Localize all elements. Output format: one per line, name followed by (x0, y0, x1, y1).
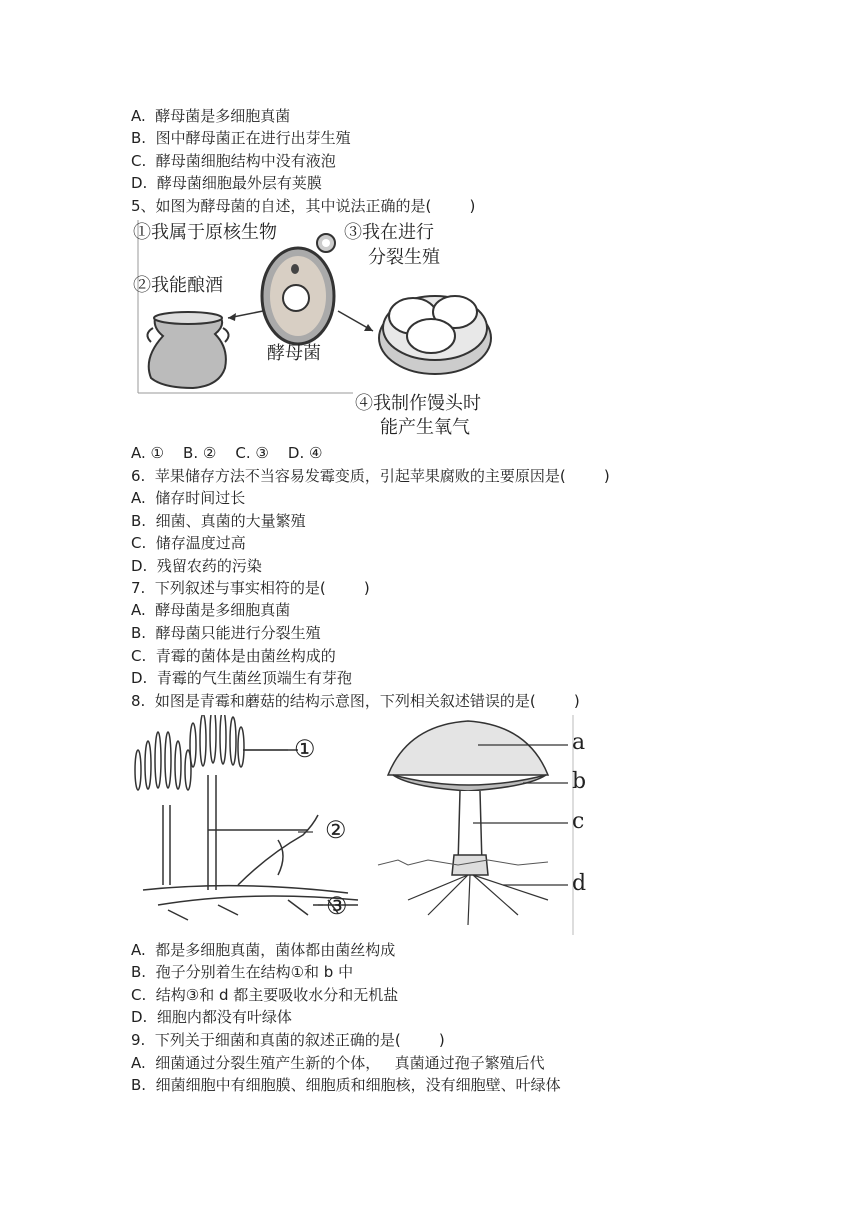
q9-stem: 9. 下列关于细菌和真菌的叙述正确的是( ) (131, 1031, 445, 1049)
wine-jar-icon (147, 312, 228, 388)
q7-option-b: B. 酵母菌只能进行分裂生殖 (131, 624, 321, 642)
yeast-cell-icon (262, 234, 335, 344)
q4-option-a: A. 酵母菌是多细胞真菌 (131, 107, 291, 125)
mushroom-label-c: c (572, 809, 585, 834)
q7-stem: 7. 下列叙述与事实相符的是( ) (131, 579, 370, 597)
q8-option-d: D. 细胞内都没有叶绿体 (131, 1008, 292, 1026)
q8-stem: 8. 如图是青霉和蘑菇的结构示意图，下列相关叙述错误的是( ) (131, 692, 580, 710)
q6-option-b: B. 细菌、真菌的大量繁殖 (131, 512, 306, 530)
q7-option-c: C. 青霉的菌体是由菌丝构成的 (131, 647, 336, 665)
mushroom-label-a: a (572, 730, 586, 755)
q5-options: A. ① B. ② C. ③ D. ④ (131, 444, 323, 462)
q6-option-a: A. 储存时间过长 (131, 489, 246, 507)
q6-option-d: D. 残留农药的污染 (131, 557, 262, 575)
q4-option-b: B. 图中酵母菌正在进行出芽生殖 (131, 129, 351, 147)
steamer-buns-icon (379, 296, 491, 374)
q7-option-a: A. 酵母菌是多细胞真菌 (131, 601, 291, 619)
yeast-figure (133, 218, 503, 438)
q4-option-c: C. 酵母菌细胞结构中没有液泡 (131, 152, 336, 170)
yeast-label-3-line1: ③我在进行 (344, 222, 434, 243)
q5-stem: 5、如图为酵母菌的自述，其中说法正确的是( ) (131, 197, 476, 215)
mushroom-label-b: b (572, 769, 587, 794)
q9-option-b: B. 细菌细胞中有细胞膜、细胞质和细胞核，没有细胞壁、叶绿体 (131, 1076, 561, 1094)
yeast-label-4-line2: 能产生氧气 (380, 417, 470, 438)
yeast-label-4-line1: ④我制作馒头时 (355, 393, 481, 414)
q7-option-d: D. 青霉的气生菌丝顶端生有芽孢 (131, 669, 352, 687)
q4-option-d: D. 酵母菌细胞最外层有荚膜 (131, 174, 322, 192)
penicillium-label-3: ③ (326, 892, 348, 920)
yeast-label-center: 酵母菌 (267, 343, 321, 364)
q6-option-c: C. 储存温度过高 (131, 534, 246, 552)
mushroom-icon (378, 715, 573, 935)
yeast-label-1: ①我属于原核生物 (133, 222, 277, 243)
penicillium-label-2: ② (325, 816, 347, 844)
yeast-label-3-line2: 分裂生殖 (368, 247, 440, 268)
q8-option-c: C. 结构③和 d 都主要吸收水分和无机盐 (131, 986, 399, 1004)
q8-option-b: B. 孢子分别着生在结构①和 b 中 (131, 963, 354, 981)
penicillium-mushroom-figure (128, 715, 588, 940)
yeast-label-2: ②我能酿酒 (133, 275, 223, 296)
q6-stem: 6. 苹果储存方法不当容易发霉变质，引起苹果腐败的主要原因是( ) (131, 467, 610, 485)
fungi-illustration (128, 715, 588, 940)
q9-option-a: A. 细菌通过分裂生殖产生新的个体， 真菌通过孢子繁殖后代 (131, 1054, 545, 1072)
q8-option-a: A. 都是多细胞真菌，菌体都由菌丝构成 (131, 941, 396, 959)
mushroom-label-d: d (572, 871, 587, 896)
penicillium-label-1: ① (294, 735, 316, 763)
